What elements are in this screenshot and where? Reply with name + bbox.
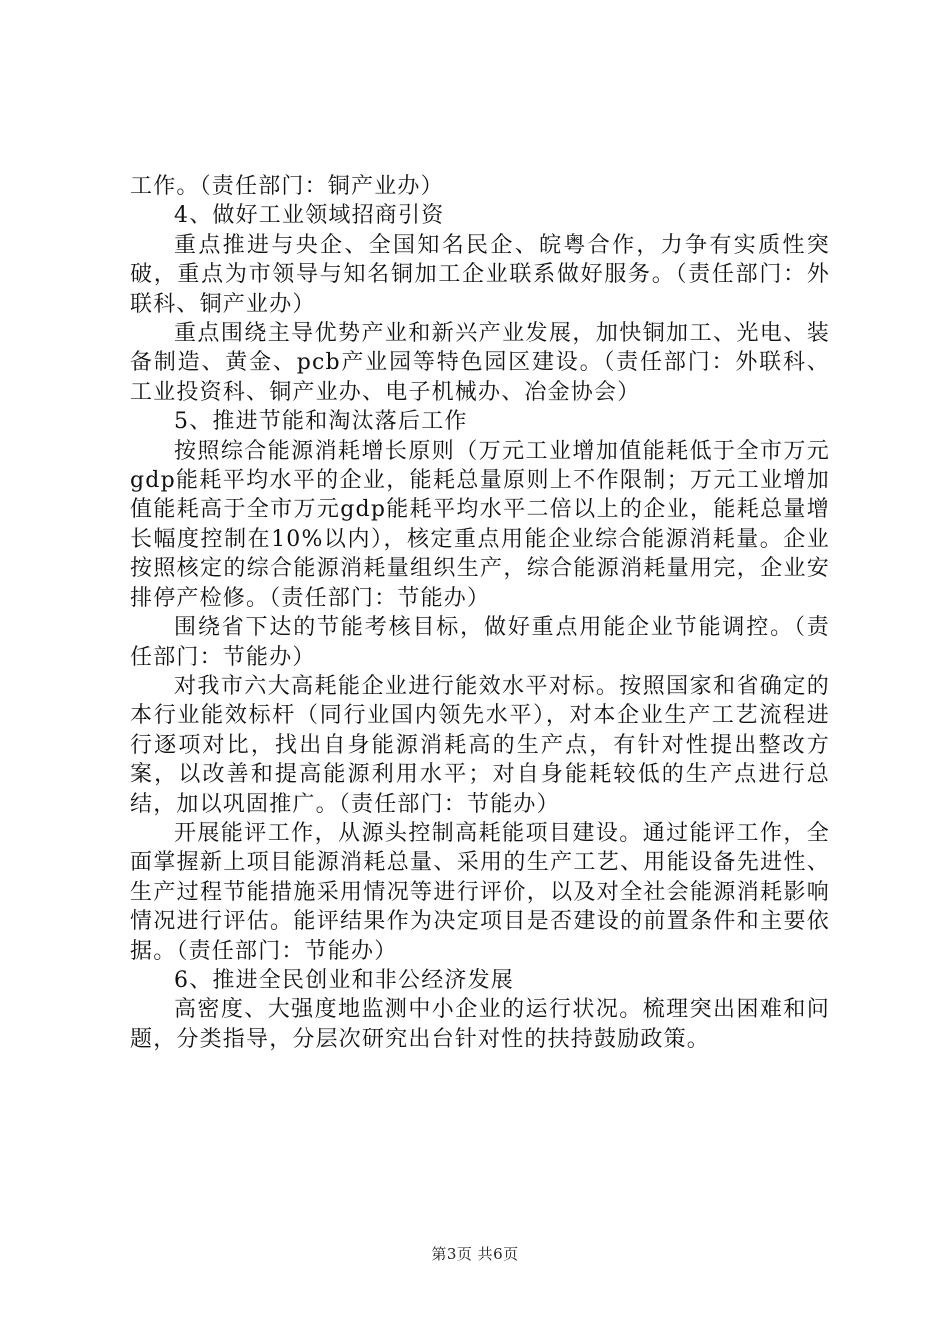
section-heading: 6、推进全民创业和非公经济发展 [174,967,514,993]
paragraph: 重点推进与央企、全国知名民企、皖粤合作，力争有实质性突破，重点为市领导与知名铜加工企业联系做好服务。（责任部门：外联科、铜产业办） [130,232,830,317]
paragraph: 按照综合能源消耗增长原则（万元工业增加值能耗低于全市万元gdp能耗平均水平的企业，能耗总量原则上不作限制；万元工业增加值能耗高于全市万元gdp能耗平均水平二倍以上的企业，能耗总量增长幅度控制在10%以内），核定重点用能企业综合能源消耗量。企业按照核定的综合能源消耗量组织生产，综合能源消耗量用完，企业安排停产检修。（责任部门：节能办） [130,438,830,611]
paragraph: 对我市六大高耗能企业进行能效水平对标。按照国家和省确定的本行业能效标杆（同行业国内领先水平），对本企业生产工艺流程进行逐项对比，找出自身能源消耗高的生产点，有针对性提出整改方案，以改善和提高能源利用水平；对自身能耗较低的生产点进行总结，加以巩固推广。（责任部门：节能办） [130,673,830,817]
paragraph: 高密度、大强度地监测中小企业的运行状况。梳理突出困难和问题，分类指导，分层次研究出台针对性的扶持鼓励政策。 [130,997,830,1052]
paragraph: 工作。（责任部门：铜产业办） [130,174,444,199]
document-body [130,172,830,1054]
page-number-footer: 第3页 共6页 [431,1245,519,1263]
paragraph: 开展能评工作，从源头控制高耗能项目建设。通过能评工作，全面掌握新上项目能源消耗总量、采用的生产工艺、用能设备先进性、生产过程节能措施采用情况等进行评价，以及对全社会能源消耗影响情况进行评估。能评结果作为决定项目是否建设的前置条件和主要依据。（责任部门：节能办） [130,820,830,964]
paragraph: 围绕省下达的节能考核目标，做好重点用能企业节能调控。（责任部门：节能办） [130,615,830,670]
section-heading: 4、做好工业领域招商引资 [174,203,445,229]
paragraph: 重点围绕主导优势产业和新兴产业发展，加快铜加工、光电、装备制造、黄金、pcb产业园等特色园区建设。（责任部门：外联科、工业投资科、铜产业办、电子机械办、冶金协会） [130,321,830,405]
section-heading: 5、推进节能和淘汰落后工作 [174,409,468,435]
